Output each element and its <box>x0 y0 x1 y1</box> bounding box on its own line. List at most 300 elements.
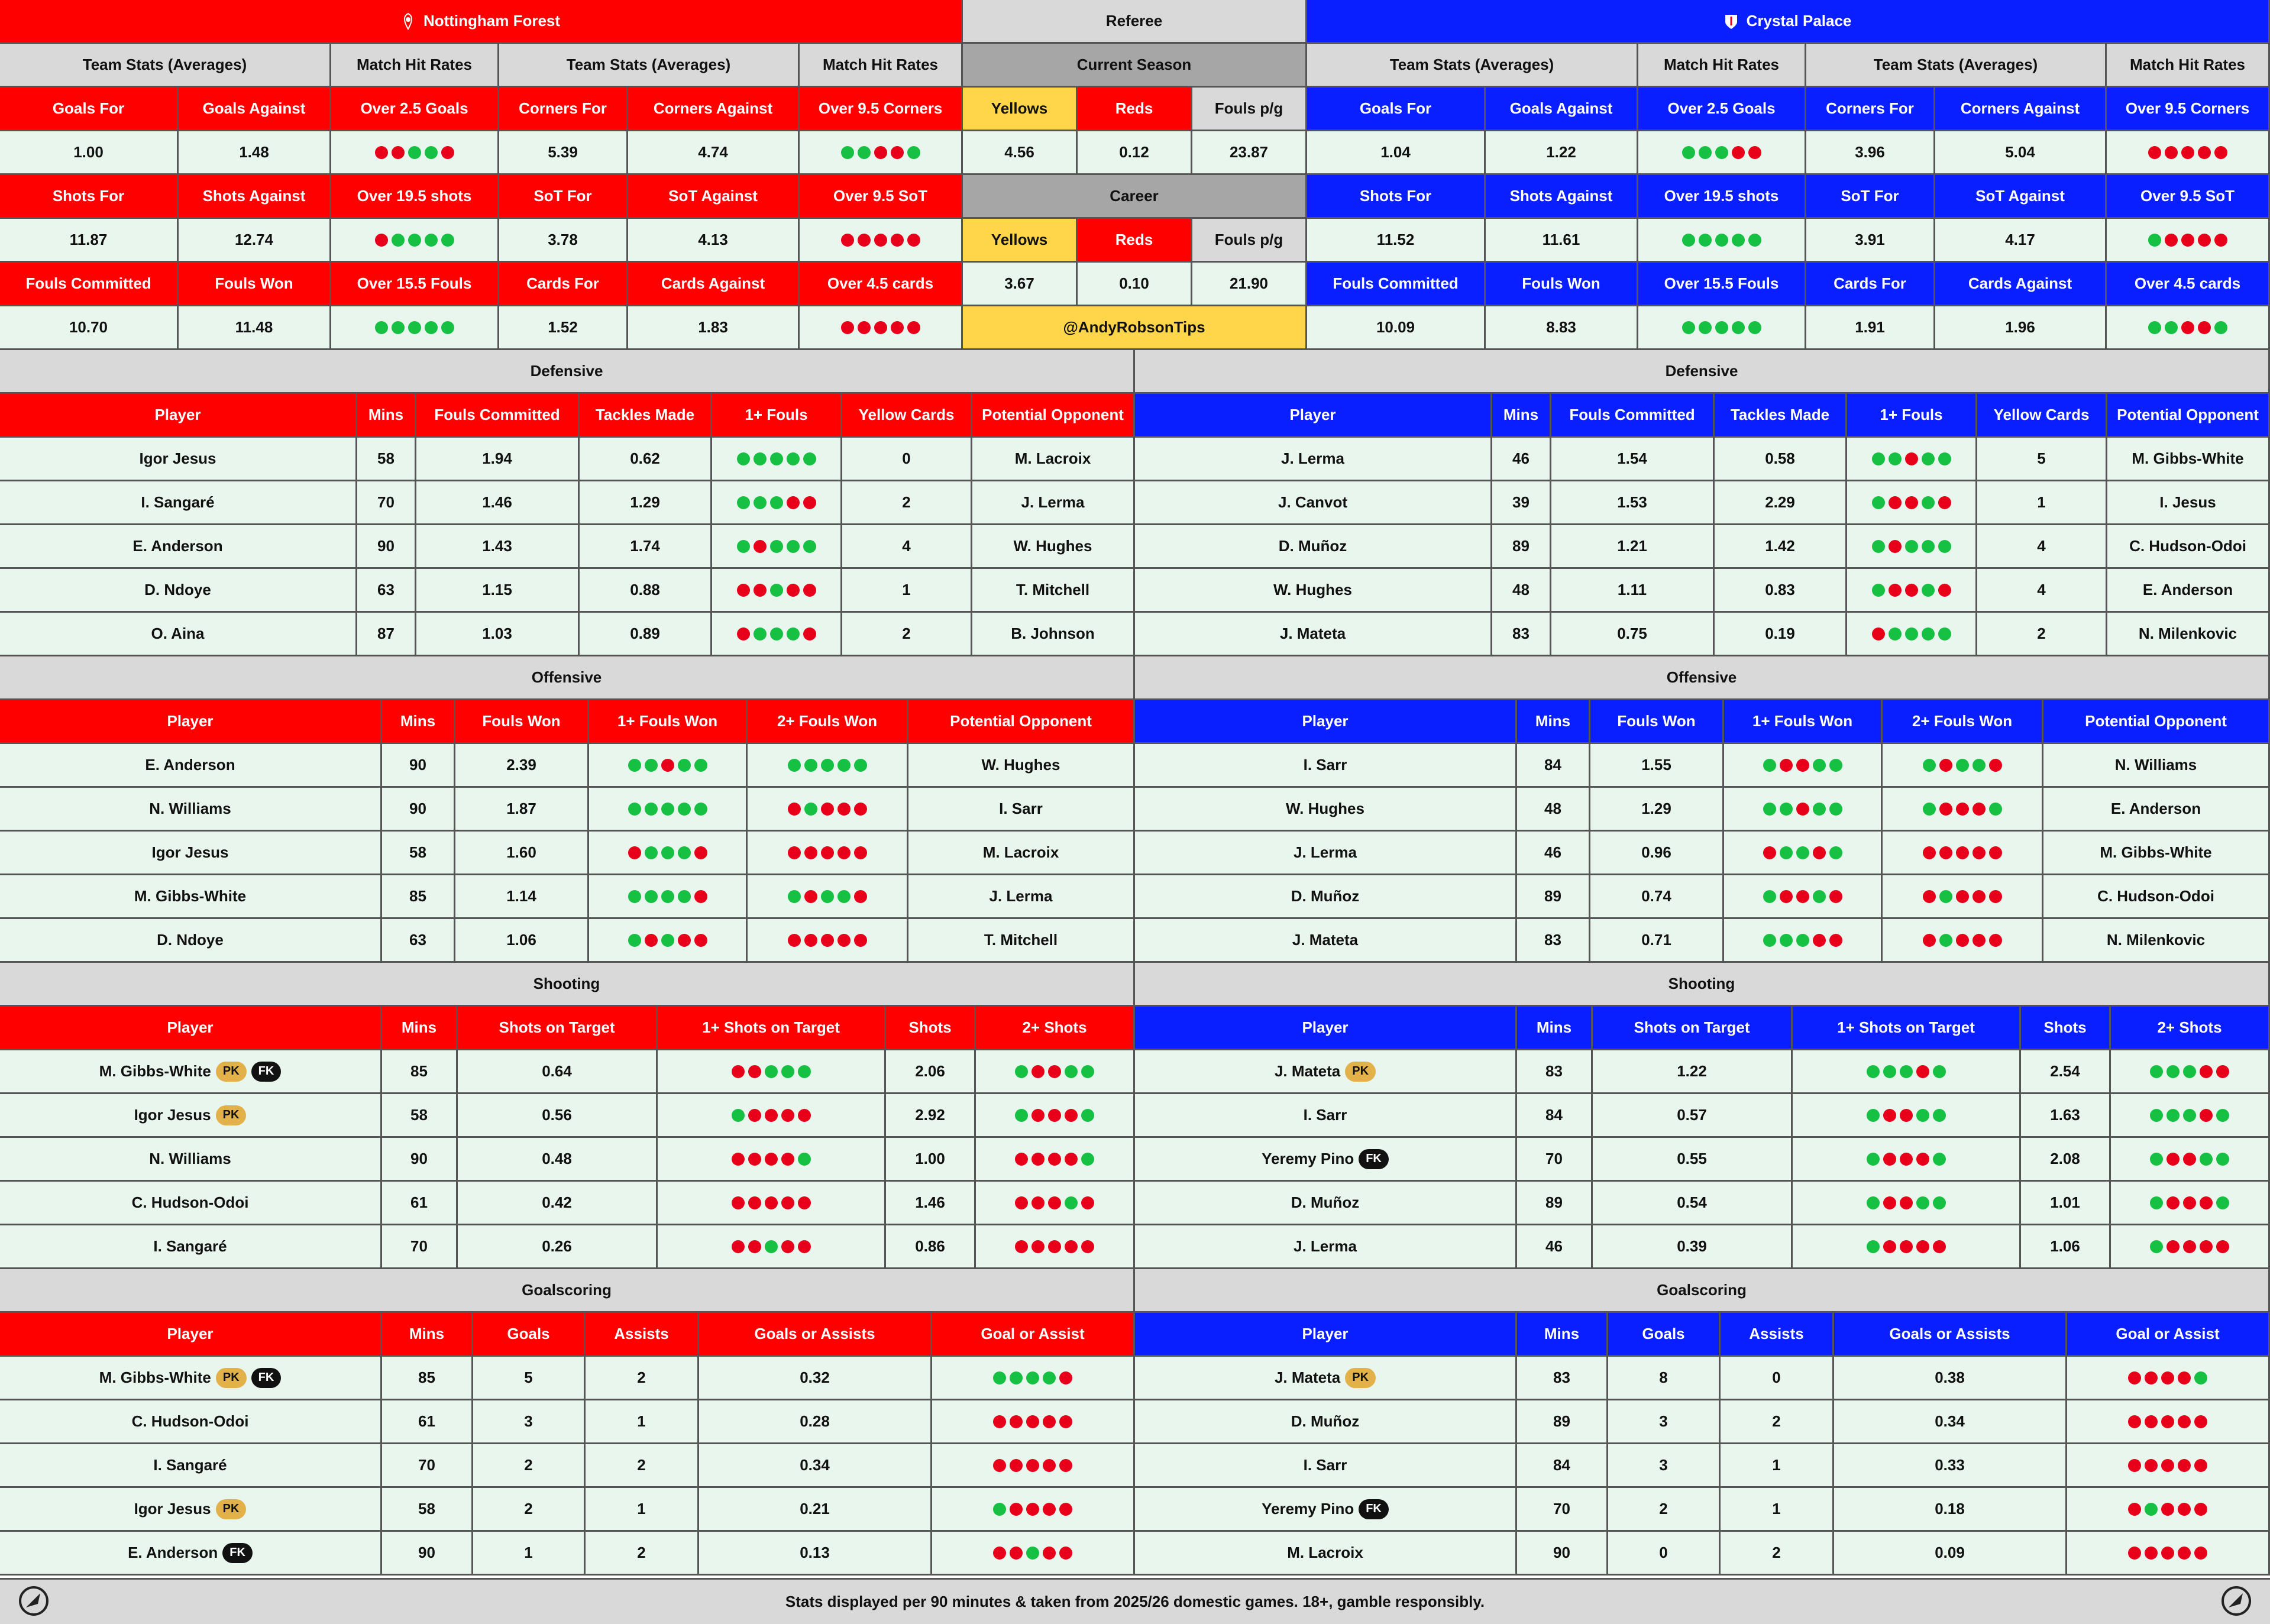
stat-value: 3 <box>473 1400 586 1444</box>
miss-dot-red <box>854 890 867 903</box>
hit-dot-green <box>441 234 454 247</box>
stat-value: J. Lerma <box>908 875 1135 919</box>
stat-value: M. Lacroix <box>908 832 1135 875</box>
stat-value: 3 <box>1608 1400 1721 1444</box>
column-header: Potential Opponent <box>908 700 1135 744</box>
stat-value: 0.19 <box>1715 613 1847 656</box>
hit-rate-dots <box>1793 1094 2021 1138</box>
hit-dot-green <box>375 321 388 334</box>
column-header: Mins <box>1517 1313 1608 1357</box>
miss-dot-red <box>2183 1196 2196 1209</box>
hit-dot-green <box>1732 321 1745 334</box>
hit-dot-green <box>2216 1196 2229 1209</box>
stat-value: 46 <box>1517 1225 1593 1269</box>
miss-dot-red <box>803 584 816 597</box>
section-title-defensive: Defensive <box>1135 350 2270 394</box>
hit-dot-green <box>1715 234 1728 247</box>
hit-dot-green <box>1715 321 1728 334</box>
player-name-cell <box>0 1532 382 1576</box>
hit-dot-green <box>1780 846 1793 859</box>
palace-team-name: Crystal Palace <box>1746 12 1852 30</box>
stat-value: 84 <box>1517 1444 1608 1488</box>
miss-dot-red <box>841 234 854 247</box>
hit-rate-dots <box>1883 919 2043 963</box>
player-name-cell <box>0 1488 382 1532</box>
stat-header: Goals Against <box>1486 88 1638 131</box>
referee-stat-value: 3.67 <box>963 263 1078 306</box>
player-name-cell <box>1135 1357 1517 1400</box>
stat-value: 1 <box>1721 1444 1834 1488</box>
player-name: I. Sarr <box>1303 1106 1347 1124</box>
player-name: Igor Jesus <box>0 832 382 875</box>
column-header: 1+ Fouls <box>1847 394 1977 438</box>
hit-dot-green <box>837 759 851 772</box>
player-name: Yeremy Pino <box>1262 1150 1354 1167</box>
stat-value: 1.55 <box>1590 744 1724 788</box>
stat-header: Shots Against <box>179 175 331 219</box>
hit-dot-green <box>678 890 691 903</box>
hit-dot-green <box>628 890 641 903</box>
miss-dot-red <box>2216 1240 2229 1253</box>
stat-header: Over 9.5 SoT <box>2107 175 2270 219</box>
player-name: N. Williams <box>0 788 382 832</box>
miss-dot-red <box>748 1153 761 1166</box>
pk-badge: PK <box>216 1499 247 1519</box>
stat-value: 84 <box>1517 1094 1593 1138</box>
team-stats-header: Team Stats (Averages) <box>1806 44 2107 88</box>
hit-dot-green <box>1682 234 1695 247</box>
miss-dot-red <box>2198 321 2211 334</box>
miss-dot-red <box>732 1153 745 1166</box>
hit-dot-green <box>645 890 658 903</box>
miss-dot-red <box>2145 1547 2158 1560</box>
hit-dot-green <box>2145 1503 2158 1516</box>
hit-dot-green <box>408 146 421 159</box>
team-stats-header: Team Stats (Averages) <box>499 44 800 88</box>
player-name: J. Mateta <box>1274 1062 1341 1080</box>
miss-dot-red <box>1900 1109 1913 1122</box>
section-title-shooting: Shooting <box>1135 963 2270 1007</box>
column-header: Shots on Target <box>458 1007 658 1050</box>
stat-value: 0.58 <box>1715 438 1847 481</box>
column-header: Goal or Assist <box>932 1313 1135 1357</box>
stat-value: 10.09 <box>1307 306 1486 350</box>
stat-value: 58 <box>382 1488 473 1532</box>
miss-dot-red <box>1956 846 1969 859</box>
hit-rate-dots <box>658 1138 886 1182</box>
player-name: C. Hudson-Odoi <box>131 1412 249 1430</box>
miss-dot-red <box>1048 1240 1061 1253</box>
player-name: I. Sangaré <box>153 1237 227 1255</box>
miss-dot-red <box>748 1196 761 1209</box>
miss-dot-red <box>2198 234 2211 247</box>
miss-dot-red <box>2178 1503 2191 1516</box>
player-name: M. Gibbs-White <box>99 1062 211 1080</box>
hit-rate-dots <box>331 219 499 263</box>
hit-rate-dots <box>976 1050 1135 1094</box>
miss-dot-red <box>781 1196 794 1209</box>
miss-dot-red <box>754 540 767 553</box>
hit-rate-dots <box>1847 438 1977 481</box>
stat-value: 0.83 <box>1715 569 1847 613</box>
miss-dot-red <box>821 803 834 816</box>
miss-dot-red <box>1923 934 1936 947</box>
hit-dot-green <box>754 496 767 509</box>
hit-dot-green <box>1780 803 1793 816</box>
hit-dot-green <box>2166 1109 2180 1122</box>
stat-value: 1.91 <box>1806 306 1935 350</box>
stat-value: 70 <box>382 1225 458 1269</box>
miss-dot-red <box>2194 1503 2207 1516</box>
player-name: N. Williams <box>149 1150 231 1167</box>
hit-rate-dots <box>589 788 748 832</box>
column-header: 2+ Shots <box>976 1007 1135 1050</box>
miss-dot-red <box>1989 759 2002 772</box>
referee-stat-header: Yellows <box>963 219 1078 263</box>
referee-stat-value: 0.10 <box>1078 263 1192 306</box>
hit-rate-dots <box>976 1138 1135 1182</box>
hit-rate-dots <box>1883 744 2043 788</box>
column-header: Tackles Made <box>1715 394 1847 438</box>
hit-rate-dots <box>589 919 748 963</box>
hit-dot-green <box>392 321 405 334</box>
stat-value: 1 <box>586 1400 699 1444</box>
hit-rate-dots <box>658 1050 886 1094</box>
stat-value: 1.01 <box>2021 1182 2111 1225</box>
miss-dot-red <box>1048 1065 1061 1078</box>
miss-dot-red <box>748 1240 761 1253</box>
hit-dot-green <box>1905 540 1918 553</box>
stat-value: 0.75 <box>1551 613 1715 656</box>
player-name-cell <box>1135 1094 1517 1138</box>
miss-dot-red <box>375 146 388 159</box>
miss-dot-red <box>804 846 817 859</box>
hit-dot-green <box>1938 627 1951 640</box>
miss-dot-red <box>804 890 817 903</box>
hit-dot-green <box>694 759 707 772</box>
hit-rate-dots <box>800 306 963 350</box>
column-header: Mins <box>1492 394 1551 438</box>
miss-dot-red <box>1900 1240 1913 1253</box>
stat-value: 2 <box>586 1444 699 1488</box>
hit-dot-green <box>1872 540 1885 553</box>
stat-value: 3.91 <box>1806 219 1935 263</box>
player-name: I. Sangaré <box>153 1456 227 1474</box>
referee-stat-header: Reds <box>1078 219 1192 263</box>
player-name-cell <box>0 1444 382 1488</box>
miss-dot-red <box>1048 1109 1061 1122</box>
miss-dot-red <box>837 803 851 816</box>
hit-dot-green <box>1699 234 1712 247</box>
hit-dot-green <box>1933 1196 1946 1209</box>
miss-dot-red <box>1065 1153 1078 1166</box>
hit-dot-green <box>1699 146 1712 159</box>
hit-dot-green <box>392 234 405 247</box>
hit-rate-dots <box>2111 1182 2270 1225</box>
hit-rate-dots <box>932 1400 1135 1444</box>
miss-dot-red <box>2145 1371 2158 1384</box>
stat-value: 2.39 <box>455 744 589 788</box>
hit-dot-green <box>2216 1109 2229 1122</box>
hit-dot-green <box>1829 759 1842 772</box>
miss-dot-red <box>1889 584 1902 597</box>
miss-dot-red <box>1065 1240 1078 1253</box>
hit-rate-dots <box>748 919 908 963</box>
miss-dot-red <box>788 934 801 947</box>
miss-dot-red <box>2178 1415 2191 1428</box>
hit-dot-green <box>1026 1547 1039 1560</box>
hit-dot-green <box>2214 321 2227 334</box>
hit-dot-green <box>754 627 767 640</box>
stat-value: 83 <box>1492 613 1551 656</box>
column-header: Yellow Cards <box>1977 394 2107 438</box>
miss-dot-red <box>1939 759 1952 772</box>
stat-header: Fouls Committed <box>0 263 179 306</box>
stat-value: 1.94 <box>416 438 580 481</box>
miss-dot-red <box>2161 1459 2174 1472</box>
stat-value: 1 <box>842 569 972 613</box>
hit-dot-green <box>2194 1371 2207 1384</box>
stat-value: 4.17 <box>1935 219 2107 263</box>
stat-header: Over 15.5 Fouls <box>1638 263 1806 306</box>
hit-dot-green <box>1763 759 1776 772</box>
miss-dot-red <box>854 803 867 816</box>
stat-value: 1.74 <box>580 525 712 569</box>
miss-dot-red <box>2194 1415 2207 1428</box>
miss-dot-red <box>1059 1547 1072 1560</box>
hit-dot-green <box>661 846 674 859</box>
miss-dot-red <box>1933 1240 1946 1253</box>
stat-value: N. Williams <box>2043 744 2270 788</box>
column-header: Player <box>1135 1007 1517 1050</box>
stat-value: 0.32 <box>699 1357 932 1400</box>
stat-value: 48 <box>1492 569 1551 613</box>
pk-badge: PK <box>1345 1368 1376 1388</box>
miss-dot-red <box>854 846 867 859</box>
hit-dot-green <box>1867 1196 1880 1209</box>
stat-header: Over 9.5 SoT <box>800 175 963 219</box>
player-name-cell <box>0 1138 382 1182</box>
miss-dot-red <box>787 584 800 597</box>
hit-rate-dots <box>932 1357 1135 1400</box>
miss-dot-red <box>803 627 816 640</box>
miss-dot-red <box>1956 934 1969 947</box>
stat-value: 83 <box>1517 919 1590 963</box>
miss-dot-red <box>781 1240 794 1253</box>
stat-value: 70 <box>382 1444 473 1488</box>
miss-dot-red <box>891 321 904 334</box>
stat-value: C. Hudson-Odoi <box>2043 875 2270 919</box>
miss-dot-red <box>798 1196 811 1209</box>
hit-dot-green <box>2150 1240 2163 1253</box>
hit-dot-green <box>1081 1065 1094 1078</box>
hit-dot-green <box>408 321 421 334</box>
miss-dot-red <box>2148 146 2161 159</box>
stat-value: N. Milenkovic <box>2107 613 2270 656</box>
miss-dot-red <box>1883 1153 1896 1166</box>
miss-dot-red <box>858 321 871 334</box>
stat-value: M. Lacroix <box>972 438 1135 481</box>
miss-dot-red <box>798 1109 811 1122</box>
hit-rate-dots <box>1883 832 2043 875</box>
stat-value: 70 <box>357 481 416 525</box>
miss-dot-red <box>854 934 867 947</box>
referee-stat-header: Yellows <box>963 88 1078 131</box>
miss-dot-red <box>1732 146 1745 159</box>
miss-dot-red <box>754 584 767 597</box>
stat-header: Over 19.5 shots <box>331 175 499 219</box>
hit-rate-dots <box>2107 131 2270 175</box>
stat-header: Over 2.5 Goals <box>1638 88 1806 131</box>
stat-value: 4 <box>1977 569 2107 613</box>
player-name: M. Gibbs-White <box>99 1369 211 1386</box>
stat-header: Fouls Won <box>179 263 331 306</box>
hit-dot-green <box>1867 1153 1880 1166</box>
hit-dot-green <box>1938 452 1951 465</box>
stat-value: 58 <box>382 832 455 875</box>
hit-rate-dots <box>1638 306 1806 350</box>
hit-rate-dots <box>976 1094 1135 1138</box>
miss-dot-red <box>874 321 887 334</box>
stat-value: 90 <box>357 525 416 569</box>
section-title-offensive: Offensive <box>1135 656 2270 700</box>
miss-dot-red <box>993 1459 1006 1472</box>
miss-dot-red <box>781 1153 794 1166</box>
hit-dot-green <box>1989 803 2002 816</box>
hit-dot-green <box>1938 540 1951 553</box>
hit-dot-green <box>408 234 421 247</box>
team-stats-header: Team Stats (Averages) <box>1307 44 1638 88</box>
stat-value: 2 <box>473 1444 586 1488</box>
column-header: Fouls Won <box>455 700 589 744</box>
miss-dot-red <box>1905 452 1918 465</box>
miss-dot-red <box>1780 759 1793 772</box>
hit-dot-green <box>1867 1065 1880 1078</box>
stat-value: 1.04 <box>1307 131 1486 175</box>
fk-badge: FK <box>251 1368 282 1388</box>
stat-value: W. Hughes <box>972 525 1135 569</box>
hit-rate-dots <box>1793 1050 2021 1094</box>
hit-dot-green <box>1923 803 1936 816</box>
stat-value: 4 <box>1977 525 2107 569</box>
miss-dot-red <box>375 234 388 247</box>
miss-dot-red <box>1989 934 2002 947</box>
miss-dot-red <box>765 1196 778 1209</box>
miss-dot-red <box>1796 759 1809 772</box>
miss-dot-red <box>1900 1196 1913 1209</box>
hit-dot-green <box>2148 321 2161 334</box>
miss-dot-red <box>2194 1547 2207 1560</box>
player-name: D. Muñoz <box>1135 525 1492 569</box>
player-name: D. Muñoz <box>1291 1193 1360 1211</box>
stat-value: 0.38 <box>1834 1357 2067 1400</box>
hit-dot-green <box>441 321 454 334</box>
hit-rate-dots <box>331 131 499 175</box>
stat-value: 84 <box>1517 744 1590 788</box>
miss-dot-red <box>803 496 816 509</box>
stat-value: 0.86 <box>886 1225 976 1269</box>
hit-rate-dots <box>932 1488 1135 1532</box>
player-name-cell <box>0 1357 382 1400</box>
hit-rate-dots <box>1793 1225 2021 1269</box>
miss-dot-red <box>748 1109 761 1122</box>
miss-dot-red <box>694 890 707 903</box>
stat-header: Over 9.5 Corners <box>800 88 963 131</box>
miss-dot-red <box>661 759 674 772</box>
hit-dot-green <box>770 584 783 597</box>
hit-dot-green <box>1872 452 1885 465</box>
player-name: D. Ndoye <box>0 569 357 613</box>
hit-dot-green <box>803 540 816 553</box>
stat-header: Over 4.5 cards <box>2107 263 2270 306</box>
hit-rate-dots <box>712 613 842 656</box>
miss-dot-red <box>1829 934 1842 947</box>
miss-dot-red <box>2181 146 2194 159</box>
brand-logo-icon <box>2220 1585 2252 1617</box>
stat-value: 1.87 <box>455 788 589 832</box>
hit-dot-green <box>1867 1109 1880 1122</box>
column-header: Fouls Committed <box>1551 394 1715 438</box>
player-name-cell <box>1135 1488 1517 1532</box>
column-header: Player <box>1135 1313 1517 1357</box>
hit-dot-green <box>2200 1153 2213 1166</box>
pk-badge: PK <box>216 1062 247 1082</box>
hit-dot-green <box>1026 1371 1039 1384</box>
stat-value: 1.96 <box>1935 306 2107 350</box>
hit-dot-green <box>425 234 438 247</box>
hit-dot-green <box>907 146 920 159</box>
stat-value: 1.48 <box>179 131 331 175</box>
miss-dot-red <box>1031 1109 1045 1122</box>
miss-dot-red <box>1043 1415 1056 1428</box>
hit-rate-dots <box>748 744 908 788</box>
hit-dot-green <box>754 452 767 465</box>
hit-dot-green <box>661 803 674 816</box>
referee-stat-value: 23.87 <box>1192 131 1307 175</box>
stat-value: 1.29 <box>580 481 712 525</box>
brand-logo-icon <box>18 1585 50 1617</box>
hit-rate-dots <box>1793 1182 2021 1225</box>
miss-dot-red <box>1889 496 1902 509</box>
miss-dot-red <box>837 846 851 859</box>
miss-dot-red <box>907 321 920 334</box>
miss-dot-red <box>858 234 871 247</box>
miss-dot-red <box>1031 1196 1045 1209</box>
miss-dot-red <box>788 846 801 859</box>
column-header: Mins <box>357 394 416 438</box>
stat-value: 1 <box>1977 481 2107 525</box>
hit-dot-green <box>1682 146 1695 159</box>
referee-stat-value: 4.56 <box>963 131 1078 175</box>
hit-dot-green <box>1010 1371 1023 1384</box>
miss-dot-red <box>2200 1240 2213 1253</box>
stat-value: 0.96 <box>1590 832 1724 875</box>
hit-dot-green <box>770 452 783 465</box>
stat-value: 0.71 <box>1590 919 1724 963</box>
player-name: E. Anderson <box>128 1544 218 1561</box>
stat-value: 0.89 <box>580 613 712 656</box>
stat-value: W. Hughes <box>908 744 1135 788</box>
miss-dot-red <box>1872 627 1885 640</box>
miss-dot-red <box>2166 1196 2180 1209</box>
hit-dot-green <box>1933 1109 1946 1122</box>
hit-rate-dots <box>658 1094 886 1138</box>
stat-value: 46 <box>1517 832 1590 875</box>
miss-dot-red <box>1989 890 2002 903</box>
miss-dot-red <box>1938 584 1951 597</box>
miss-dot-red <box>1059 1459 1072 1472</box>
column-header: 2+ Fouls Won <box>1883 700 2043 744</box>
